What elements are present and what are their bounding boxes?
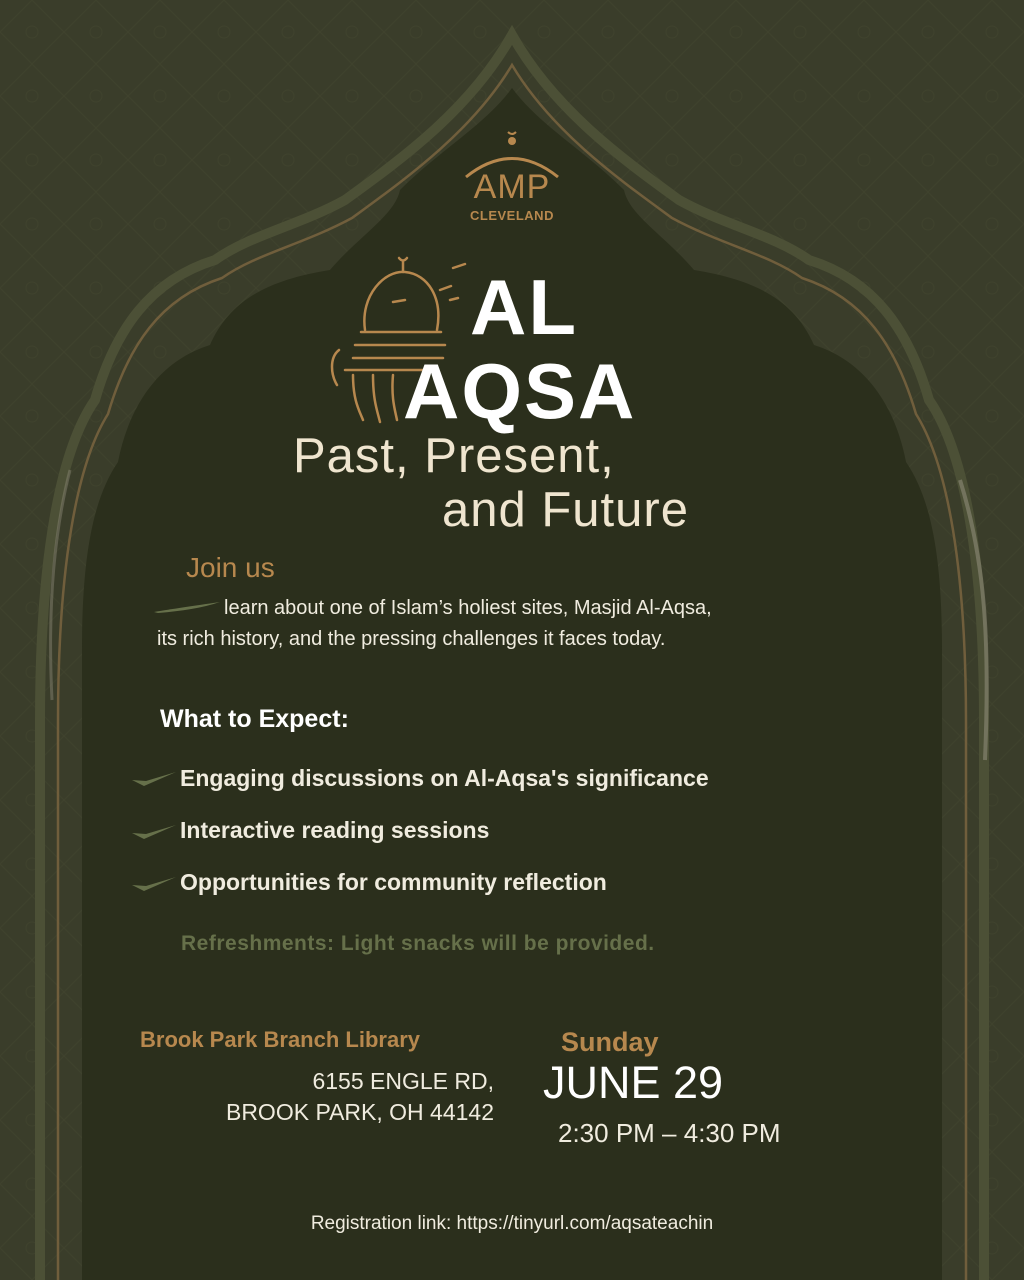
expect-item: Opportunities for community reflection <box>180 869 607 895</box>
venue-name: Brook Park Branch Library <box>140 1027 420 1052</box>
logo-city: CLEVELAND <box>470 208 554 223</box>
checkmark-icon <box>130 821 178 841</box>
venue-city: BROOK PARK, OH 44142 <box>225 1099 494 1125</box>
intro-line-2: its rich history, and the pressing challenges it faces today. <box>157 628 666 650</box>
venue-street: 6155 ENGLE RD, <box>312 1068 494 1094</box>
subtitle-line-2: and Future <box>442 483 689 537</box>
event-date: JUNE 29 <box>543 1057 724 1108</box>
title-line-2: AQSA <box>403 347 637 435</box>
event-day: Sunday <box>561 1027 659 1057</box>
expect-item: Interactive reading sessions <box>180 817 490 843</box>
expect-heading: What to Expect: <box>160 705 349 733</box>
title-line-1: AL <box>470 263 578 351</box>
intro-line-1: learn about one of Islam’s holiest sites, Masjid Al-Aqsa, <box>224 597 712 619</box>
event-time: 2:30 PM – 4:30 PM <box>558 1118 781 1148</box>
join-heading: Join us <box>186 552 275 583</box>
expect-item: Engaging discussions on Al-Aqsa's significance <box>180 765 709 791</box>
subtitle-line-1: Past, Present, <box>293 429 615 483</box>
registration-link[interactable]: Registration link: https://tinyurl.com/aqsateachin <box>310 1213 714 1234</box>
refreshments-note: Refreshments: Light snacks will be provided. <box>181 932 655 955</box>
checkmark-icon <box>130 873 178 893</box>
checkmark-icon <box>130 768 178 788</box>
logo-name: AMP <box>473 168 551 206</box>
brush-stroke-icon <box>152 600 222 614</box>
